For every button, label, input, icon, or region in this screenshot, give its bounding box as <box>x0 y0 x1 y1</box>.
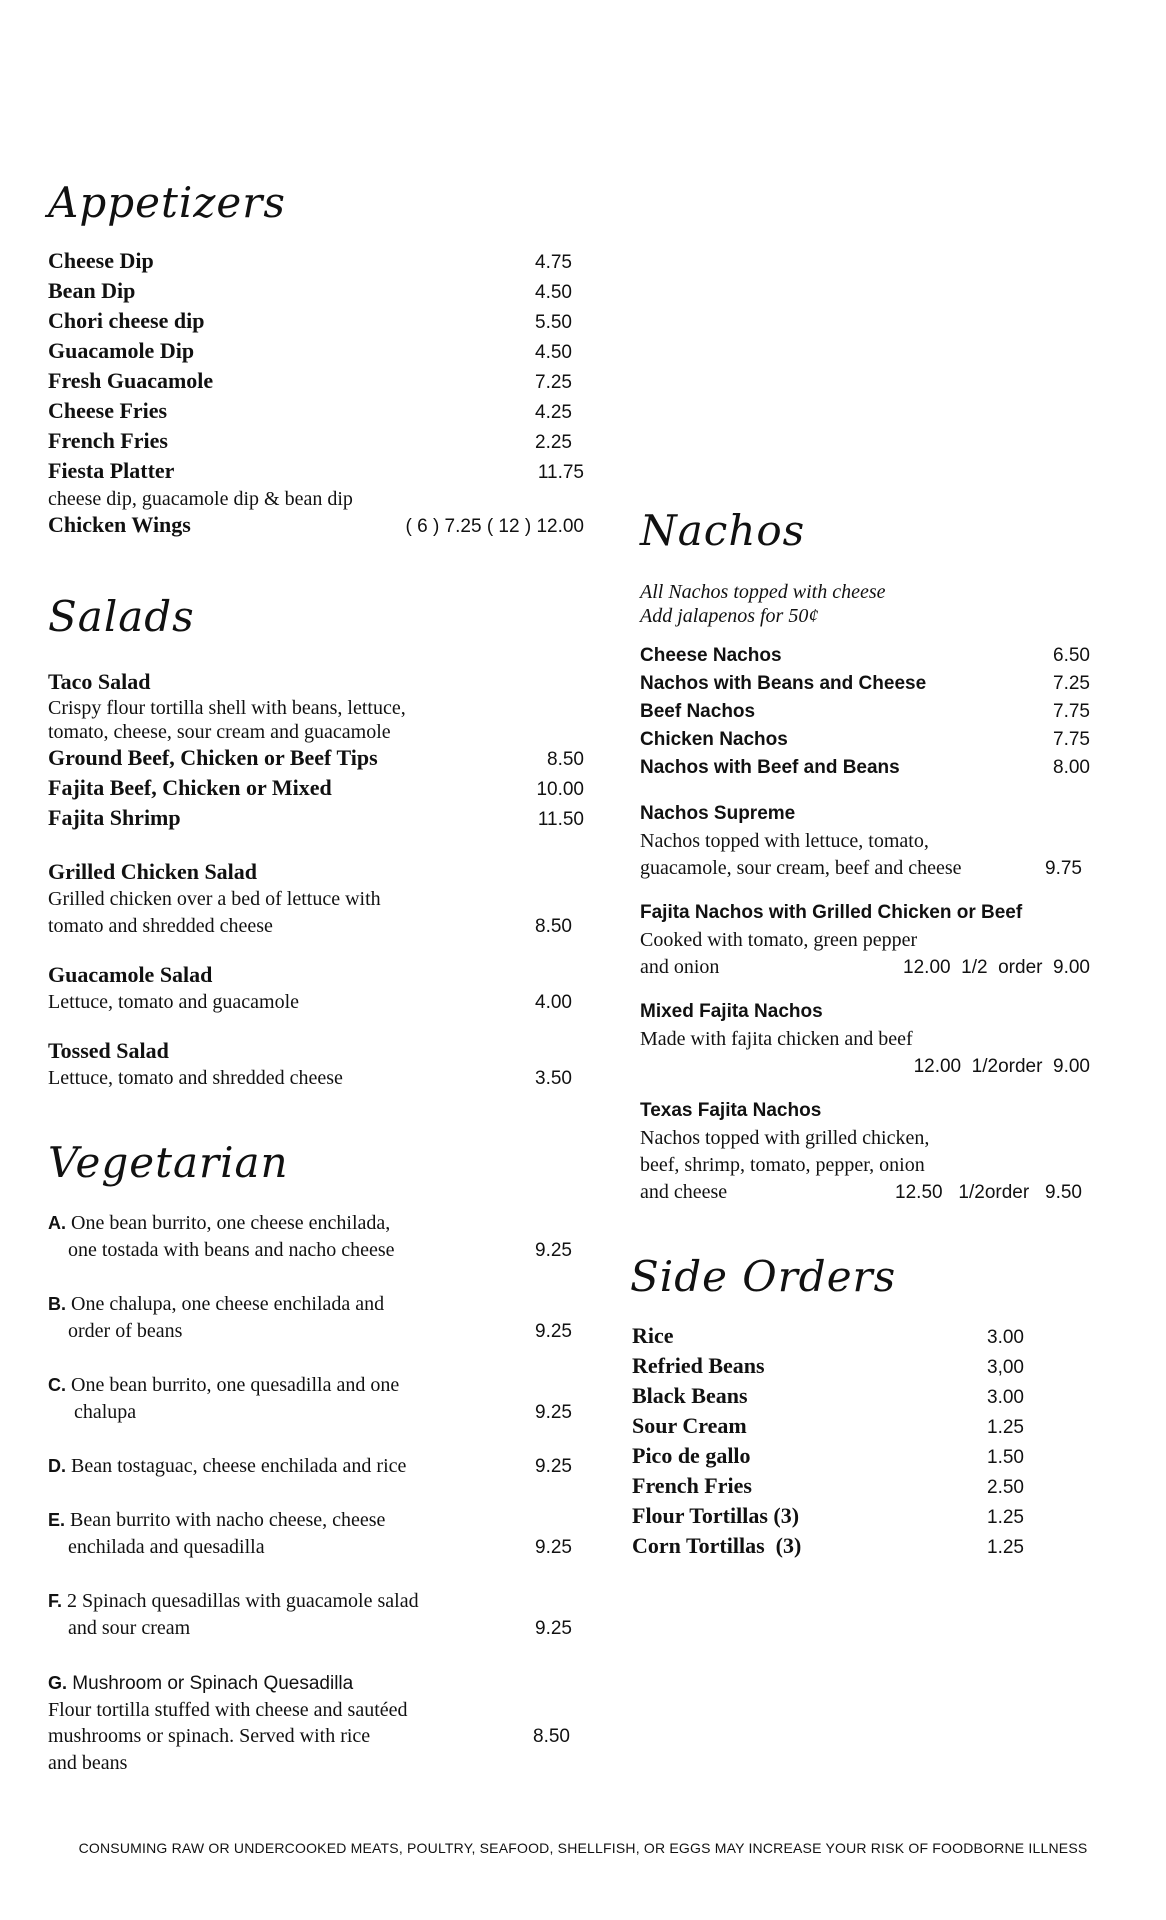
item-letter: G. <box>48 1673 68 1693</box>
item-price: 11.75 <box>537 462 584 483</box>
side-orders-list <box>632 1322 1024 1562</box>
item-description: one tostada with beans and nacho cheese <box>68 1239 395 1261</box>
item-name: Nachos Supreme <box>640 803 796 824</box>
item-description: and beans <box>48 1752 128 1774</box>
item-description: One bean burrito, one cheese enchilada, <box>71 1212 391 1234</box>
item-description: cheese dip, guacamole dip & bean dip <box>48 488 353 510</box>
item-name: Corn Tortillas (3) <box>632 1533 802 1558</box>
item-description: beef, shrimp, tomato, pepper, onion <box>640 1154 925 1176</box>
menu-item <box>48 511 584 541</box>
item-name: Cheese Fries <box>48 398 168 423</box>
item-name: Tossed Salad <box>48 1038 169 1063</box>
item-price: 11.50 <box>537 809 584 830</box>
item-name: Bean Dip <box>48 278 136 303</box>
item-name: Chori cheese dip <box>48 308 205 333</box>
item-price: 4.50 <box>535 342 572 363</box>
item-letter: F. <box>48 1591 63 1611</box>
menu-item <box>48 774 584 804</box>
item-price: 9.25 <box>535 1537 572 1558</box>
menu-item <box>48 804 584 834</box>
item-letter: D. <box>48 1456 66 1476</box>
item-price: 10.00 <box>536 779 584 800</box>
item-price: 3.50 <box>535 1068 572 1089</box>
item-name: Beef Nachos <box>640 701 756 722</box>
vegetarian-title: Vegetarian <box>48 1138 289 1187</box>
item-name: Refried Beans <box>632 1353 765 1378</box>
item-description: Bean tostaguac, cheese enchilada and rice <box>71 1455 407 1477</box>
item-name: Fajita Beef, Chicken or Mixed <box>48 775 332 800</box>
item-name: Rice <box>632 1323 674 1348</box>
item-letter: A. <box>48 1213 66 1233</box>
item-price: 7.75 <box>1053 701 1090 722</box>
item-price: 9.25 <box>535 1618 572 1639</box>
item-description: and sour cream <box>68 1617 191 1639</box>
item-price: 2.50 <box>987 1477 1024 1498</box>
menu-item <box>48 744 584 774</box>
menu-item <box>640 726 1090 754</box>
item-description: One bean burrito, one quesadilla and one <box>71 1374 400 1396</box>
item-price: 7.25 <box>535 372 572 393</box>
item-price: ( 6 ) 7.25 ( 12 ) 12.00 <box>405 516 584 537</box>
item-price: 1.25 <box>987 1537 1024 1558</box>
item-letter: E. <box>48 1510 66 1530</box>
item-name: Mixed Fajita Nachos <box>640 1001 823 1022</box>
item-name: Black Beans <box>632 1383 748 1408</box>
item-name: Taco Salad <box>48 669 151 694</box>
item-price: 12.00 1/2 order 9.00 <box>903 957 1090 978</box>
item-letter: C. <box>48 1375 66 1395</box>
menu-item <box>640 670 1090 698</box>
item-price: 7.25 <box>1053 673 1090 694</box>
item-price: 9.25 <box>535 1240 572 1261</box>
menu-item <box>48 337 572 367</box>
vegetarian-list <box>48 1210 572 1796</box>
item-name: French Fries <box>632 1473 752 1498</box>
item-price: 8.50 <box>535 916 572 937</box>
item-name: Nachos with Beans and Cheese <box>640 673 927 694</box>
item-description: tomato and shredded cheese <box>48 915 273 937</box>
side-orders-title: Side Orders <box>630 1252 897 1301</box>
item-name: Guacamole Dip <box>48 338 195 363</box>
salads-list <box>48 668 584 1113</box>
menu-item <box>640 642 1090 670</box>
item-price: 7.75 <box>1053 729 1090 750</box>
menu-item <box>632 1322 1024 1352</box>
menu-item <box>632 1352 1024 1382</box>
item-price: 4.75 <box>535 252 572 273</box>
item-name: Fajita Shrimp <box>48 805 181 830</box>
item-description: Lettuce, tomato and guacamole <box>48 991 300 1013</box>
item-name: Pico de gallo <box>632 1443 751 1468</box>
menu-item <box>640 698 1090 726</box>
food-safety-warning: CONSUMING RAW OR UNDERCOOKED MEATS, POULTRY, SEAFOOD, SHELLFISH, OR EGGS MAY INCREASE YOUR RISK OF FOODBORNE ILLNESS <box>78 1840 1088 1856</box>
item-price: 9.25 <box>535 1402 572 1423</box>
salads-title: Salads <box>48 592 195 641</box>
item-price: 3.00 <box>987 1327 1024 1348</box>
menu-item <box>632 1532 1024 1562</box>
item-price: 8.50 <box>533 1726 570 1747</box>
menu-item <box>632 1502 1024 1532</box>
item-price: 8.00 <box>1053 757 1090 778</box>
item-price: 1.25 <box>987 1507 1024 1528</box>
item-description: and onion <box>640 956 720 978</box>
item-price: 4.00 <box>535 992 572 1013</box>
item-description: 2 Spinach quesadillas with guacamole salad <box>67 1590 419 1612</box>
item-name: Fajita Nachos with Grilled Chicken or Beef <box>640 902 1023 923</box>
menu-item <box>48 457 584 487</box>
menu-item <box>632 1442 1024 1472</box>
menu-item <box>640 754 1090 782</box>
menu-item <box>632 1472 1024 1502</box>
item-description: and cheese <box>640 1181 728 1203</box>
nachos-note: All Nachos topped with cheese <box>640 581 886 603</box>
item-name: Flour Tortillas (3) <box>632 1503 800 1528</box>
item-name: Cheese Nachos <box>640 645 782 666</box>
item-description: Cooked with tomato, green pepper <box>640 929 918 951</box>
menu-item <box>632 1382 1024 1412</box>
nachos-note: Add jalapenos for 50¢ <box>640 605 819 627</box>
item-name: Grilled Chicken Salad <box>48 859 258 884</box>
item-price: 2.25 <box>535 432 572 453</box>
item-name: Guacamole Salad <box>48 962 213 987</box>
item-price: 9.75 <box>1045 858 1082 879</box>
item-name: Mushroom or Spinach Quesadilla <box>72 1673 354 1694</box>
item-price: 1.50 <box>987 1447 1024 1468</box>
menu-item <box>48 397 572 427</box>
item-name: Texas Fajita Nachos <box>640 1100 822 1121</box>
item-price: 9.25 <box>535 1321 572 1342</box>
item-description: chalupa <box>74 1401 137 1423</box>
item-name: Sour Cream <box>632 1413 747 1438</box>
item-description: One chalupa, one cheese enchilada and <box>71 1293 385 1315</box>
item-name: Cheese Dip <box>48 248 154 273</box>
menu-item <box>48 427 572 457</box>
item-description: enchilada and quesadilla <box>68 1536 265 1558</box>
pyramid-photo <box>560 20 1140 660</box>
item-name: Chicken Wings <box>48 512 191 537</box>
appetizers-title: Appetizers <box>48 178 286 227</box>
item-price: 3.00 <box>987 1387 1024 1408</box>
item-description: Grilled chicken over a bed of lettuce with <box>48 888 381 910</box>
item-price: 6.50 <box>1053 645 1090 666</box>
item-price: 5.50 <box>535 312 572 333</box>
item-description: tomato, cheese, sour cream and guacamole <box>48 721 391 743</box>
item-price: 8.50 <box>547 749 584 770</box>
item-description: Lettuce, tomato and shredded cheese <box>48 1067 343 1089</box>
item-name: French Fries <box>48 428 168 453</box>
item-name: Fiesta Platter <box>48 458 175 483</box>
item-name: Fresh Guacamole <box>48 368 214 393</box>
item-description: mushrooms or spinach. Served with rice <box>48 1725 371 1747</box>
item-name: Chicken Nachos <box>640 729 788 750</box>
item-description: Nachos topped with grilled chicken, <box>640 1127 930 1149</box>
item-description: order of beans <box>68 1320 183 1342</box>
menu-item <box>48 277 572 307</box>
item-price: 1.25 <box>987 1417 1024 1438</box>
item-description: Crispy flour tortilla shell with beans, lettuce, <box>48 697 406 719</box>
item-price: 12.00 1/2order 9.00 <box>913 1056 1090 1077</box>
item-name: Ground Beef, Chicken or Beef Tips <box>48 745 378 770</box>
item-letter: B. <box>48 1294 66 1314</box>
appetizers-list <box>48 247 584 541</box>
item-price: 4.25 <box>535 402 572 423</box>
item-description: Made with fajita chicken and beef <box>640 1028 913 1050</box>
item-description: Flour tortilla stuffed with cheese and sautéed <box>48 1699 408 1721</box>
item-description: guacamole, sour cream, beef and cheese <box>640 857 962 879</box>
menu-item <box>48 367 572 397</box>
menu-item <box>48 307 572 337</box>
item-price: 12.50 1/2order 9.50 <box>895 1182 1082 1203</box>
nachos-list <box>640 580 1090 1207</box>
item-price: 3,00 <box>987 1357 1024 1378</box>
item-price: 9.25 <box>535 1456 572 1477</box>
item-name: Nachos with Beef and Beans <box>640 757 900 778</box>
item-price: 4.50 <box>535 282 572 303</box>
menu-item <box>48 247 572 277</box>
item-description: Bean burrito with nacho cheese, cheese <box>70 1509 386 1531</box>
item-description: Nachos topped with lettuce, tomato, <box>640 830 929 852</box>
nachos-title: Nachos <box>640 506 806 555</box>
menu-item <box>632 1412 1024 1442</box>
